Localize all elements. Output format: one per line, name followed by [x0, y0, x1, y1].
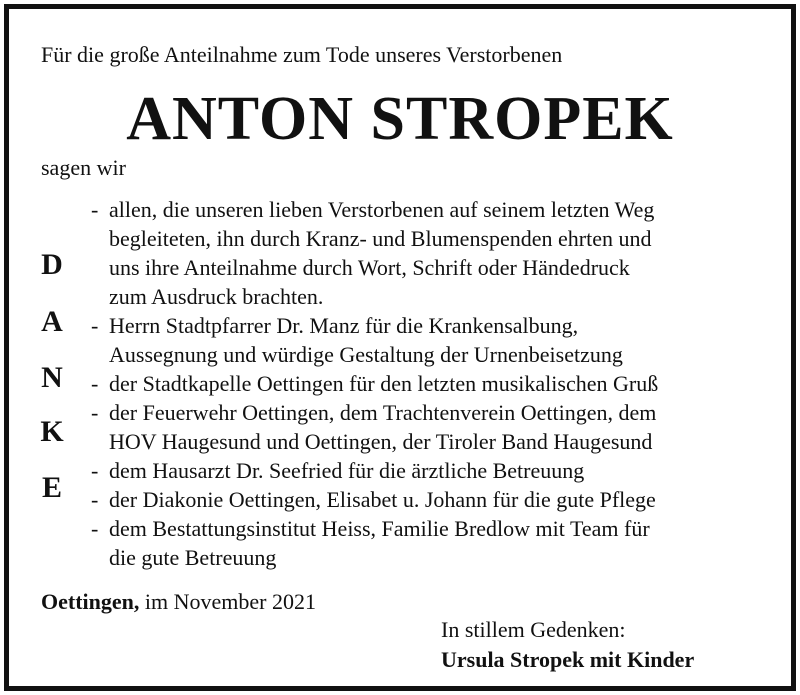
item-line: der Stadtkapelle Oettingen für den letzten musikalischen Gruß — [109, 371, 659, 396]
deceased-name: ANTON STROPEK — [126, 85, 674, 153]
item-line: uns ihre Anteilnahme durch Wort, Schrift oder Händedruck — [109, 255, 630, 280]
item-line: der Diakonie Oettingen, Elisabet u. Johann für die gute Pflege — [109, 487, 656, 512]
danke-letter-e: E — [41, 471, 62, 504]
danke-letter-n: N — [41, 361, 63, 394]
thanks-list — [91, 195, 791, 572]
family-signature: Ursula Stropek mit Kinder — [441, 647, 695, 672]
thanks-item — [91, 456, 791, 485]
thanks-item — [91, 485, 791, 514]
thanks-item — [91, 514, 791, 572]
danke-letter-k: K — [40, 415, 64, 448]
item-dash: - — [91, 371, 99, 396]
item-line: allen, die unseren lieben Verstorbenen auf seinem letzten Weg — [109, 197, 655, 222]
danke-letter-d: D — [41, 248, 63, 281]
item-line: zum Ausdruck brachten. — [109, 284, 324, 309]
thanks-item — [91, 195, 791, 311]
item-line: begleiteten, ihn durch Kranz- und Blumenspenden ehrten und — [109, 226, 652, 251]
item-line: Aussegnung und würdige Gestaltung der Urnenbeisetzung — [109, 342, 623, 367]
item-dash: - — [91, 487, 99, 512]
place-date — [41, 587, 316, 616]
thanks-item — [91, 398, 791, 456]
item-line: dem Bestattungsinstitut Heiss, Familie Bredlow mit Team für — [109, 516, 650, 541]
place-name: Oettingen, — [41, 589, 140, 614]
item-dash: - — [91, 458, 99, 483]
intro-text: Für die große Anteilnahme zum Tode unseres Verstorbenen — [41, 42, 563, 67]
thanks-item — [91, 311, 791, 369]
notice-frame — [4, 4, 796, 691]
date-text: im November 2021 — [144, 589, 316, 614]
item-dash: - — [91, 197, 99, 222]
item-line: Herrn Stadtpfarrer Dr. Manz für die Krankensalbung, — [109, 313, 579, 338]
item-line: der Feuerwehr Oettingen, dem Trachtenverein Oettingen, dem — [109, 400, 657, 425]
memory-text: In stillem Gedenken: — [441, 617, 626, 642]
item-line: HOV Haugesund und Oettingen, der Tiroler Band Haugesund — [109, 429, 653, 454]
sagen-text: sagen wir — [41, 155, 126, 180]
item-line: die gute Betreuung — [109, 545, 277, 570]
danke-letter-a: A — [41, 305, 63, 338]
item-line: dem Hausarzt Dr. Seefried für die ärztliche Betreuung — [109, 458, 585, 483]
item-dash: - — [91, 516, 99, 541]
item-dash: - — [91, 313, 99, 338]
thanks-item — [91, 369, 791, 398]
item-dash: - — [91, 400, 99, 425]
